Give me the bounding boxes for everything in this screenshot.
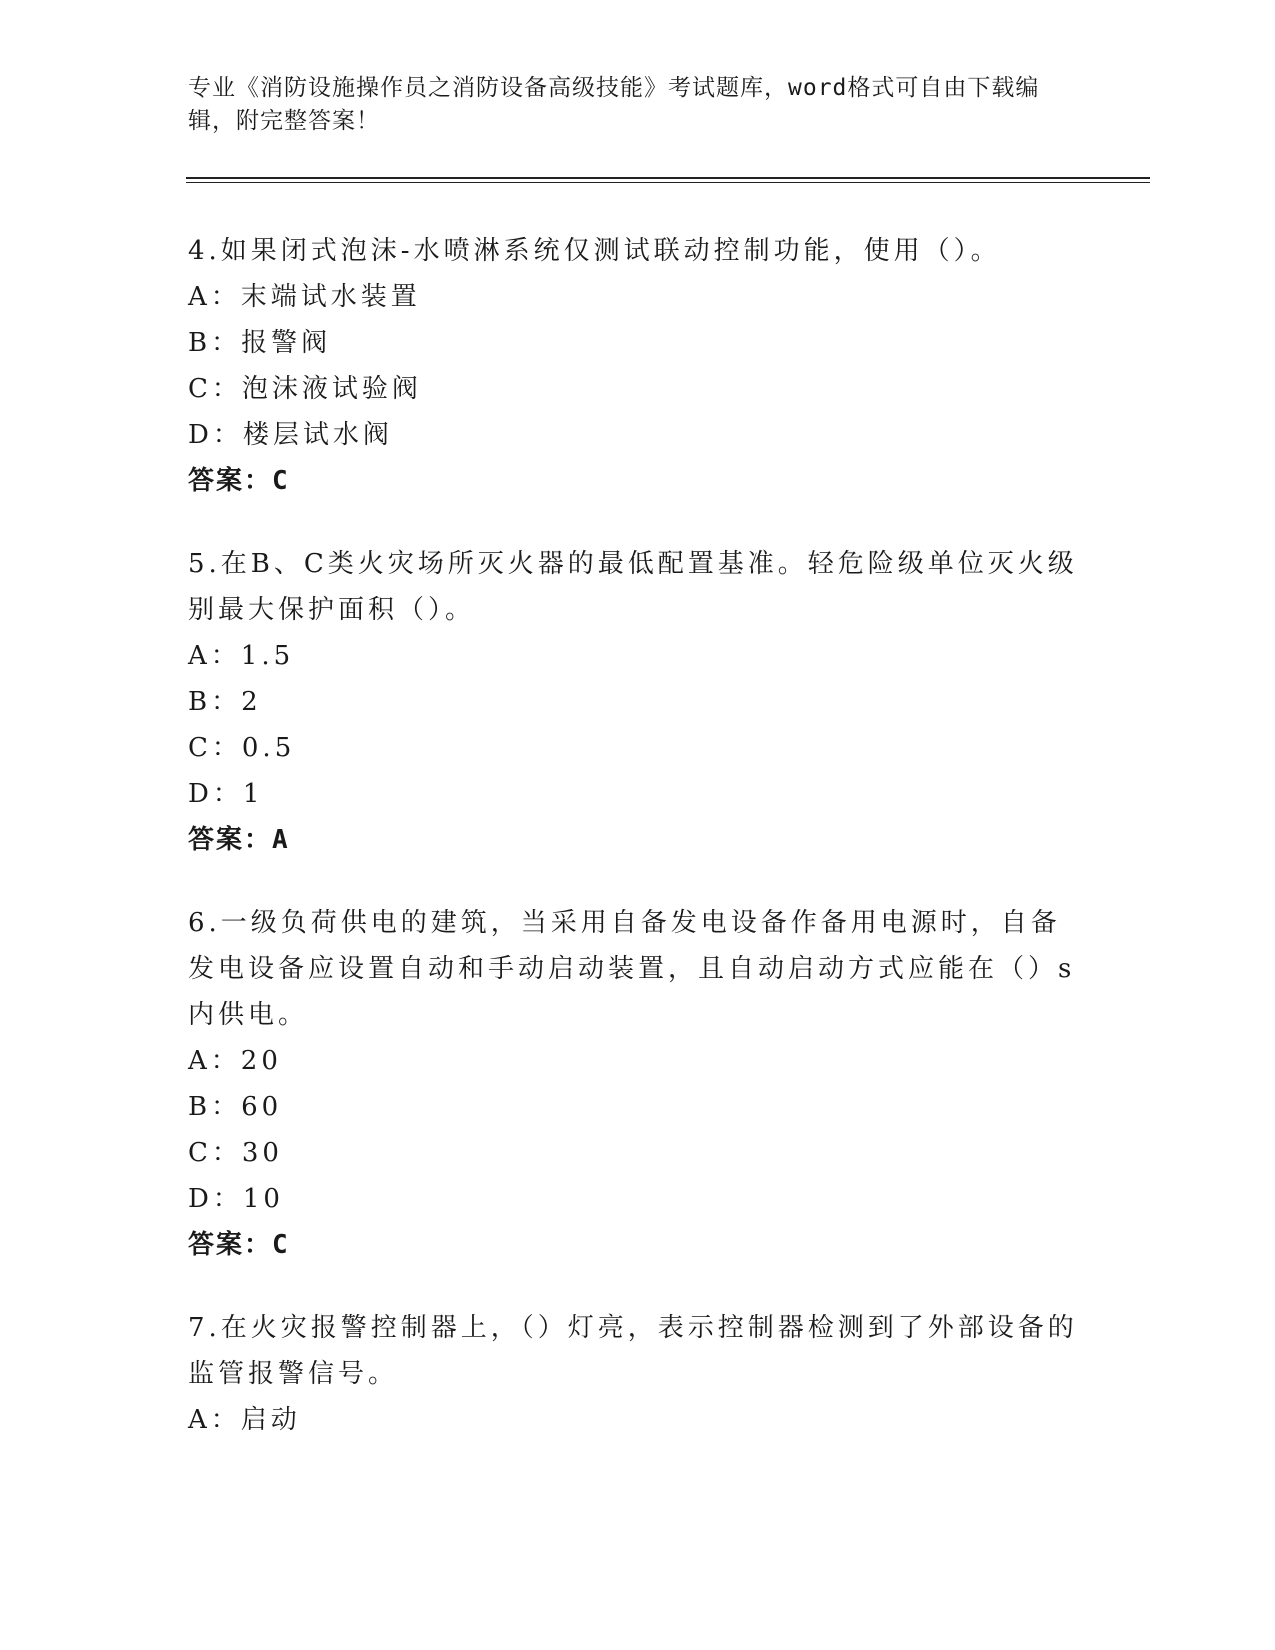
header-divider-thick [186, 177, 1150, 179]
question-stem: 7.在火灾报警控制器上，（）灯亮，表示控制器检测到了外部设备的监管报警信号。 [188, 1313, 1078, 1389]
option-d: D：楼层试水阀 [188, 420, 393, 450]
header-divider-thin [186, 182, 1150, 183]
option-a: A：20 [188, 1046, 282, 1076]
answer-line: 答案：A [188, 825, 290, 855]
option-b: B：报警阀 [188, 328, 332, 358]
answer-line: 答案：C [188, 1230, 290, 1260]
option-a: A：末端试水装置 [188, 282, 421, 312]
option-d: D：1 [188, 779, 264, 809]
option-c: C：0.5 [188, 733, 296, 763]
question-stem: 4.如果闭式泡沫-水喷淋系统仅测试联动控制功能，使用（）。 [188, 236, 1001, 266]
option-b: B：60 [188, 1092, 283, 1122]
question-7 [188, 1305, 1088, 1443]
question-list [188, 228, 1088, 1480]
option-a: A：启动 [188, 1405, 301, 1435]
question-stem: 6.一级负荷供电的建筑，当采用自备发电设备作备用电源时，自备发电设备应设置自动和手动启动装置，且自动启动方式应能在（）s内供电。 [188, 908, 1076, 1030]
document-header: 专业《消防设施操作员之消防设备高级技能》考试题库，word格式可自由下载编辑，附完整答案！ [188, 75, 1040, 134]
question-stem: 5.在B、C类火灾场所灭火器的最低配置基准。轻危险级单位灭火级别最大保护面积（）。 [188, 549, 1078, 625]
option-d: D：10 [188, 1184, 284, 1214]
option-b: B：2 [188, 687, 262, 717]
option-c: C：泡沫液试验阀 [188, 374, 422, 404]
question-6 [188, 900, 1088, 1268]
question-5 [188, 541, 1088, 863]
answer-line: 答案：C [188, 466, 290, 496]
question-4 [188, 228, 1088, 504]
option-a: A：1.5 [188, 641, 295, 671]
option-c: C：30 [188, 1138, 283, 1168]
